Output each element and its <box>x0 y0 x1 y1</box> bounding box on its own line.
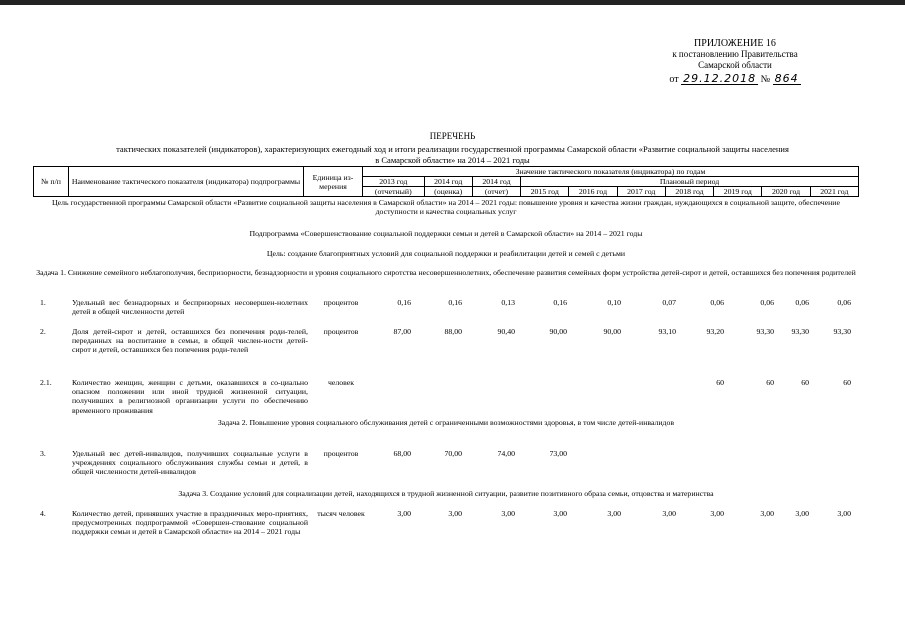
col-2014-estimate: 2014 год <box>424 177 472 187</box>
appendix-title: ПРИЛОЖЕНИЕ 16 <box>694 38 776 49</box>
row-value: 0,10 <box>607 298 621 307</box>
row-value: 3,00 <box>837 509 851 518</box>
list-subtitle-2: в Самарской области» на 2014 – 2021 годы <box>375 155 530 165</box>
row-value: 0,16 <box>448 298 462 307</box>
row-value: 0,06 <box>760 298 774 307</box>
row-value: 74,00 <box>497 449 515 458</box>
row-value: 60 <box>801 378 809 387</box>
row-number: 3. <box>40 449 46 458</box>
subprogram-goal: Цель: создание благоприятных условий для социальной поддержки и реабилитации детей и семей с детьми <box>266 249 626 258</box>
col-2017: 2017 год <box>617 187 665 197</box>
row-indicator-name: Доля детей-сирот и детей, оставшихся без попечения роди-телей, переданных на воспитание в семьи, в общей числен-ности детей-сирот и детей, оставшихся без попечения роди-телей <box>72 327 308 355</box>
col-2019: 2019 год <box>714 187 762 197</box>
col-planned: Плановый период <box>521 177 859 187</box>
col-2013: 2013 год <box>363 177 425 187</box>
task-1: Задача 1. Снижение семейного неблагополучия, беспризорности, безнадзорности и уровня социального сиротства несовершеннолетних, обеспечение развития семейных форм устройства детей-сирот и детей, оставшихся без попечения родителей <box>36 268 856 277</box>
row-value: 0,16 <box>397 298 411 307</box>
row-value: 90,00 <box>549 327 567 336</box>
col-2020: 2020 год <box>762 187 810 197</box>
row-value: 3,00 <box>760 509 774 518</box>
appendix-line2: Самарской области <box>698 60 772 70</box>
note-2014-estimate: (оценка) <box>424 187 472 197</box>
appendix-header <box>640 38 830 85</box>
row-value: 90,00 <box>603 327 621 336</box>
row-unit: процентов <box>323 449 359 458</box>
col-unit: Единица из-мерения <box>304 167 363 197</box>
row-unit: процентов <box>323 327 359 336</box>
list-title: ПЕРЕЧЕНЬ <box>429 131 476 141</box>
row-value: 87,00 <box>393 327 411 336</box>
row-value: 3,00 <box>553 509 567 518</box>
scan-edge <box>0 0 905 5</box>
row-value: 0,07 <box>662 298 676 307</box>
list-subtitle-1: тактических показателей (индикаторов), характеризующих ежегодный ход и итоги реализации государственной программы Самарской области «Развитие социальной защиты населения <box>116 144 789 154</box>
row-value: 3,00 <box>448 509 462 518</box>
row-value: 3,00 <box>795 509 809 518</box>
row-number: 2.1. <box>40 378 52 387</box>
task-2: Задача 2. Повышение уровня социального обслуживания детей с ограниченными возможностями здоровья, в том числе детей-инвалидов <box>217 418 675 427</box>
row-value: 90,40 <box>497 327 515 336</box>
col-name: Наименование тактического показателя (индикатора) подпрограммы <box>69 167 304 197</box>
date-prefix: от <box>669 74 679 85</box>
row-value: 3,00 <box>607 509 621 518</box>
row-value: 0,06 <box>710 298 724 307</box>
row-value: 3,00 <box>710 509 724 518</box>
col-2021: 2021 год <box>810 187 858 197</box>
row-value: 88,00 <box>444 327 462 336</box>
row-unit: процентов <box>323 298 359 307</box>
col-values: Значение тактического показателя (индикатора) по годам <box>363 167 859 177</box>
appendix-date-line <box>640 73 830 85</box>
row-value: 0,13 <box>501 298 515 307</box>
handwritten-date: 29.12.2018 <box>683 72 757 85</box>
row-value: 0,16 <box>553 298 567 307</box>
subprogram-title: Подпрограмма «Совершенствование социальной поддержки семьи и детей в Самарской области» на 2014 – 2021 годы <box>249 229 643 238</box>
row-number: 1. <box>40 298 46 307</box>
task-3: Задача 3. Создание условий для социализации детей, находящихся в трудной жизненной ситуации, развитие позитивного образа семьи, отцовства и материнства <box>178 489 714 498</box>
col-2015: 2015 год <box>521 187 569 197</box>
row-value: 0,06 <box>795 298 809 307</box>
row-indicator-name: Удельный вес безнадзорных и беспризорных несовершен-нолетних детей в общей численности детей <box>72 298 308 317</box>
row-value: 3,00 <box>397 509 411 518</box>
row-value: 68,00 <box>393 449 411 458</box>
row-number: 4. <box>40 509 46 518</box>
col-2018: 2018 год <box>665 187 713 197</box>
row-unit: человек <box>327 378 355 387</box>
row-value: 93,30 <box>833 327 851 336</box>
row-value: 93,10 <box>658 327 676 336</box>
row-value: 70,00 <box>444 449 462 458</box>
row-value: 0,06 <box>837 298 851 307</box>
col-2014-report: 2014 год <box>472 177 520 187</box>
col-num: № п/п <box>34 167 69 197</box>
handwritten-number: 864 <box>774 72 799 85</box>
row-value: 93,20 <box>706 327 724 336</box>
row-value: 60 <box>766 378 774 387</box>
row-number: 2. <box>40 327 46 336</box>
col-2016: 2016 год <box>569 187 617 197</box>
row-value: 93,30 <box>791 327 809 336</box>
row-indicator-name: Количество женщин, женщин с детьми, оказавшихся в со-циально опасном положении или иной трудной жизненной ситуации, получивших в религиозной организации услуги по обеспечению временного проживания <box>72 378 308 415</box>
number-prefix: № <box>760 74 771 85</box>
row-indicator-name: Удельный вес детей-инвалидов, получивших социальные услуги в учреждениях социального обслуживания службы семьи и детей, в общей численности детей-инвалидов <box>72 449 308 477</box>
row-value: 60 <box>716 378 724 387</box>
row-value: 3,00 <box>662 509 676 518</box>
row-value: 93,30 <box>756 327 774 336</box>
note-2013: (отчетный) <box>363 187 425 197</box>
program-goal: Цель государственной программы Самарской области «Развитие социальной защиты населения в Самарской области» на 2014 – 2021 годы: повышение уровня и качества жизни граждан, нуждающихся в социальной защите, обеспечение доступности и качества социальных услуг <box>52 198 840 216</box>
note-2014-report: (отчет) <box>472 187 520 197</box>
row-unit: тысяч человек <box>317 509 365 518</box>
row-indicator-name: Количество детей, принявших участие в праздничных меро-приятиях, предусмотренных подпрограммой «Совершен-ствование социальной поддержки семьи и детей в Самарской области» на 2014 – 2021 годы <box>72 509 308 537</box>
row-value: 3,00 <box>501 509 515 518</box>
row-value: 73,00 <box>549 449 567 458</box>
indicator-table-header <box>33 166 859 197</box>
row-value: 60 <box>843 378 851 387</box>
appendix-line1: к постановлению Правительства <box>672 49 798 59</box>
